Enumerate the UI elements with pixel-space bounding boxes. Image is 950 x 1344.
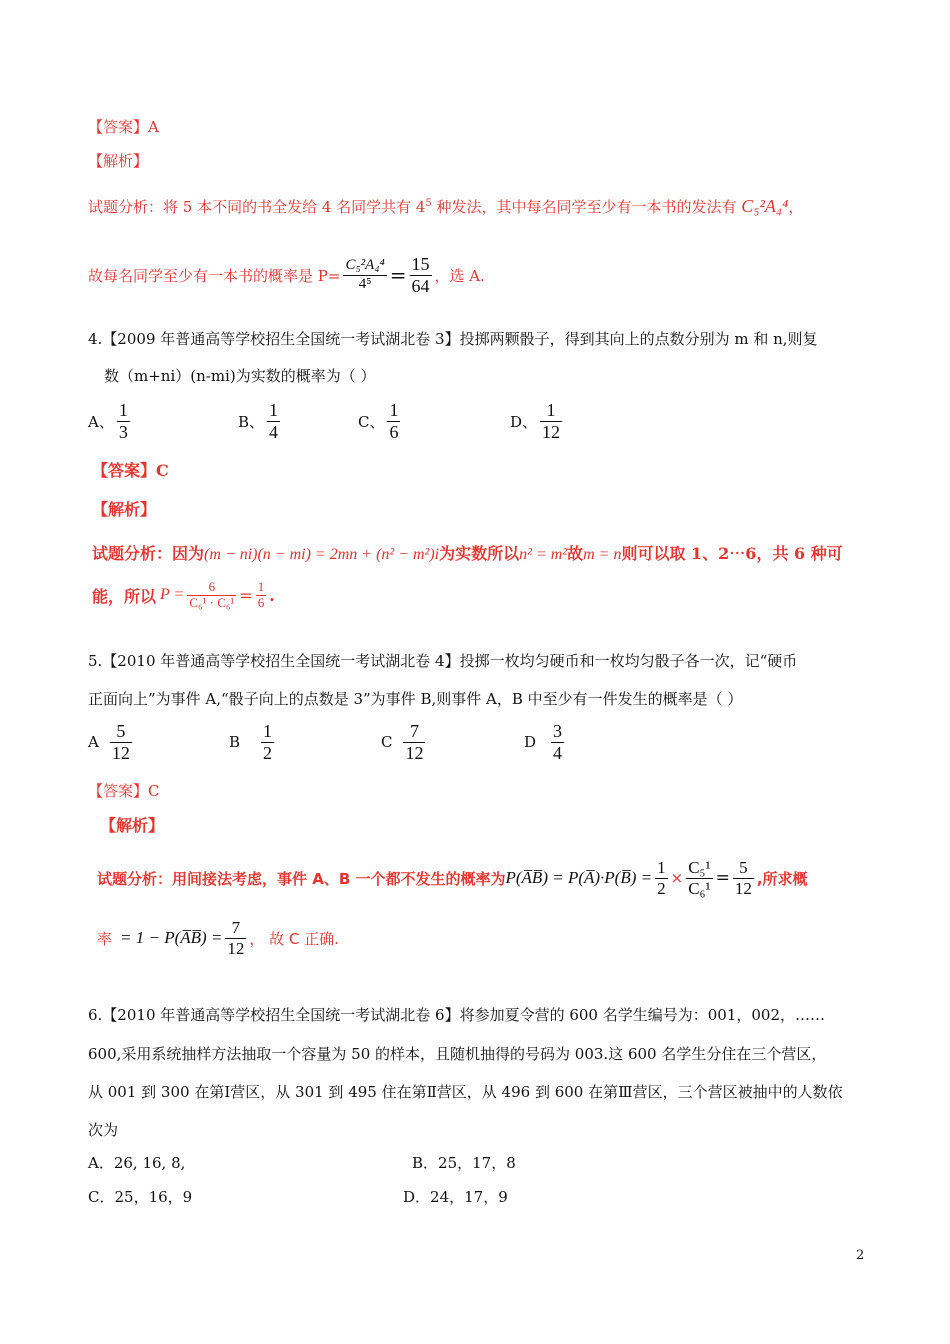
q6-option-b[interactable]: B．25，17，8 (412, 1154, 516, 1172)
q5-analysis-line2: 率 = 1 − P(A̅B̅) = $\frac{7}{12}$ ， 故 C 正确. (97, 918, 339, 958)
q6-option-d[interactable]: D．24，17，9 (403, 1188, 508, 1206)
q3-fraction-1: $\frac{\text{C₅²A₄⁴}}{\text{4⁵}}$ (345, 257, 385, 292)
q4-analysis-line2: 能，所以 P = $\frac{6}{\text{C₆¹ · C₆¹}}$ = $\frac{1}{6}$ . (92, 579, 275, 610)
q5-analysis-line1: 试题分析：用间接法考虑，事件 A、B 一个都不发生的概率为 P(A̅B̅) = P(A̅)·P(B̅) = $\frac{1}{2}$ × $\frac{\text{C₅¹}}{\text{C₆¹}}$ = $\frac{5}{12}$ ,所求概 (97, 858, 808, 898)
q4-stem-line1: 4.【2009 年普通高等学校招生全国统一考试湖北卷 3】投掷两颗骰子，得到其向上的点数分别为 m 和 n,则复 (88, 330, 818, 348)
q3-fraction-2: $\frac{15}{64}$ (411, 254, 430, 296)
q4-option-d[interactable]: D、 $\frac{1}{12}$ (510, 400, 561, 442)
q4-analysis-heading: 【解析】 (92, 500, 157, 519)
q6-stem-line1: 6.【2010 年普通高等学校招生全国统一考试湖北卷 6】将参加夏令营的 600 名学生编号为：001，002，…… (88, 1006, 825, 1024)
q4-option-b[interactable]: B、 $\frac{1}{4}$ (238, 400, 279, 442)
q5-option-a[interactable]: A $\frac{5}{12}$ (88, 721, 130, 763)
q3-analysis-line1: 试题分析：将 5 本不同的书全发给 4 名同学共有 $4^5$ 种发法，其中每名同学至少有一本书的发法有 C₅²A₄⁴， (88, 196, 804, 216)
q5-analysis-heading: 【解析】 (100, 816, 165, 835)
q5-stem-line1: 5.【2010 年普通高等学校招生全国统一考试湖北卷 4】投掷一枚均匀硬币和一枚均匀骰子各一次，记“硬币 (88, 652, 798, 670)
q4-analysis-line1: 试题分析：因为(m − ni)(n − mi) = 2mn + (n² − m²)i为实数所以n² = m²故m = n则可以取 1、2⋯6，共 6 种可 (92, 544, 843, 563)
q4-stem-line2: 数（m+ni）(n-mi)为实数的概率为（ ） (104, 367, 376, 385)
q4-answer-label: 【答案】C (92, 461, 169, 480)
q6-option-c[interactable]: C．25，16，9 (88, 1188, 193, 1206)
q5-option-b[interactable]: B $\frac{1}{2}$ (229, 721, 273, 763)
q4-option-a[interactable]: A、 $\frac{1}{3}$ (88, 400, 128, 442)
page-number: 2 (856, 1248, 865, 1263)
q6-stem-line3: 从 001 到 300 在第Ⅰ营区，从 301 到 495 住在第Ⅱ营区，从 496 到 600 在第Ⅲ营区，三个营区被抽中的人数依 (88, 1083, 843, 1101)
q5-stem-line2: 正面向上”为事件 A,“骰子向上的点数是 3”为事件 B,则事件 A，B 中至少有一件发生的概率是（ ） (88, 690, 743, 708)
q3-analysis-heading: 【解析】 (88, 152, 149, 170)
q6-stem-line2: 600,采用系统抽样方法抽取一个容量为 50 的样本，且随机抽得的号码为 003.这 600 名学生分住在三个营区， (88, 1045, 827, 1063)
q6-option-a[interactable]: A．26, 16, 8, (88, 1154, 186, 1172)
q5-answer-label: 【答案】C (88, 782, 160, 800)
q6-stem-line4: 次为 (88, 1121, 119, 1139)
q3-analysis-line2: 故每名同学至少有一本书的概率是 P= $\frac{\text{C₅²A₄⁴}}{\text{4⁵}}$ = $\frac{15}{64}$ ，选 A. (88, 254, 485, 296)
q5-option-d[interactable]: D $\frac{3}{4}$ (524, 721, 563, 763)
q4-option-c[interactable]: C、 $\frac{1}{6}$ (358, 400, 399, 442)
q5-option-c[interactable]: C $\frac{7}{12}$ (381, 721, 424, 763)
q3-answer-label: 【答案】A (88, 118, 159, 136)
